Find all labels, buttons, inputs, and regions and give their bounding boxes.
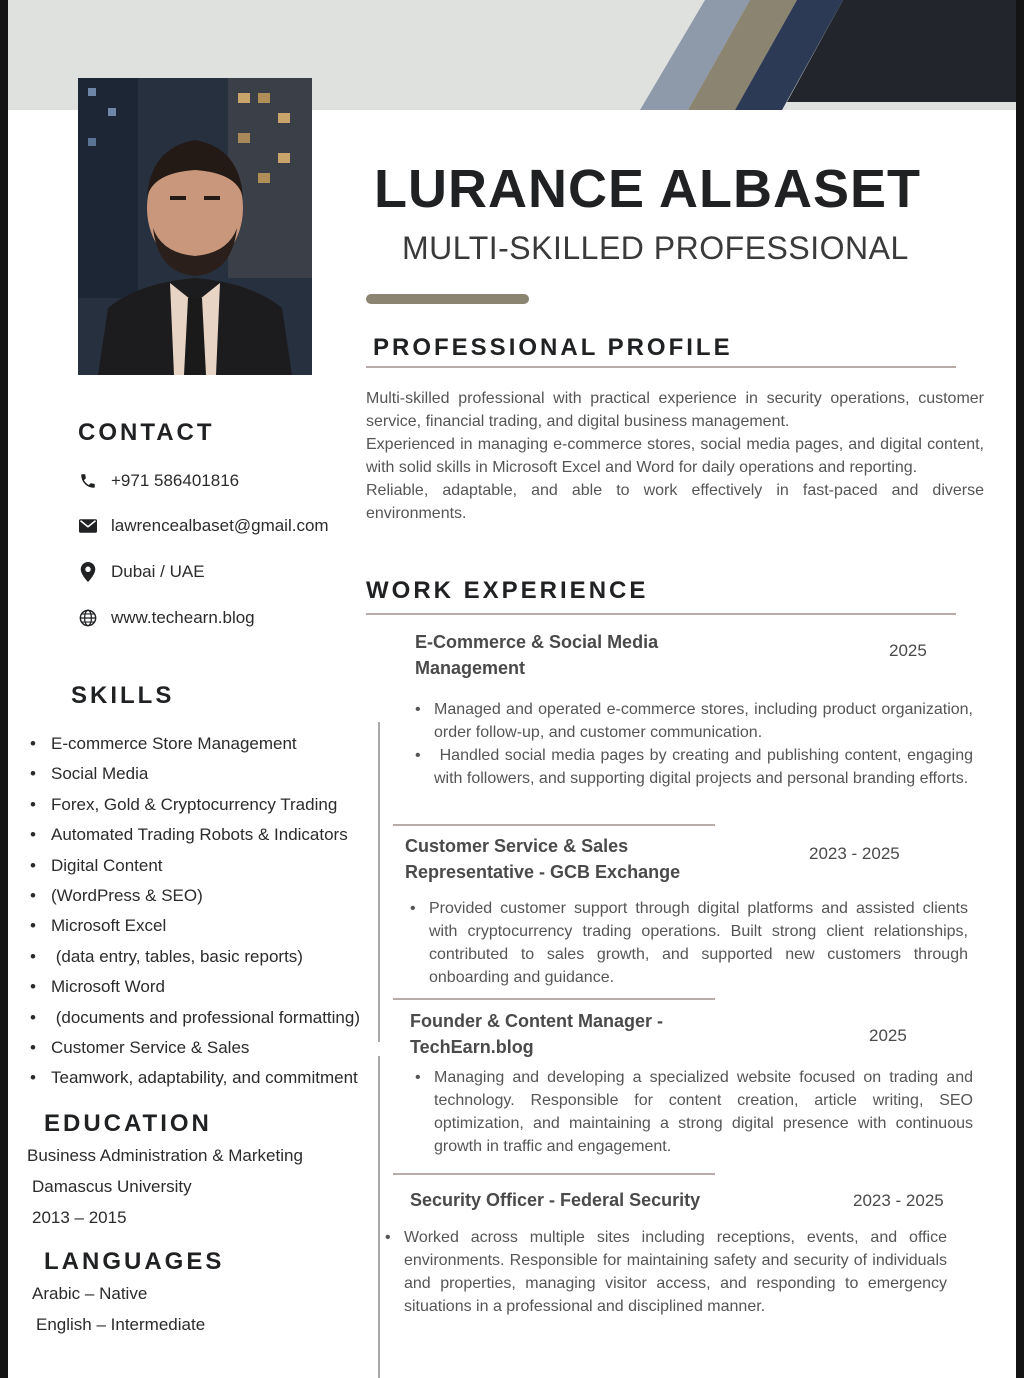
contact-email[interactable]	[78, 514, 329, 538]
profile-paragraph: Experienced in managing e-commerce stores, social media pages, and digital content, with solid skills in Microsoft Excel and Word for daily operations and reporting.	[366, 436, 984, 476]
frame-left	[0, 0, 8, 1378]
profile-paragraph: Multi-skilled professional with practical experience in security operations, customer service, financial trading, and digital business management.	[366, 390, 984, 430]
experience-heading: WORK EXPERIENCE	[366, 577, 649, 604]
contact-heading: CONTACT	[78, 419, 215, 446]
job-bullet: • Worked across multiple sites including receptions, events, and office environments. Responsible for maintaining safety and security of individuals and properties, managing visitor access, and responding to emergency situations in a professional and disciplined manner.	[385, 1226, 947, 1318]
email-icon	[78, 516, 98, 536]
skills-list	[30, 733, 360, 1098]
job-bullet: • Managing and developing a specialized website focused on trading and technology. Responsible for content creation, article writing, SEO optimization, and maintaining a strong digital presence with continuous growth in traffic and engagement.	[415, 1066, 973, 1158]
phone-text: +971 586401816	[111, 471, 240, 490]
skill-item: • Social Media	[30, 763, 360, 793]
contact-phone[interactable]	[78, 469, 239, 493]
job-date: 2023 - 2025	[853, 1191, 944, 1210]
education-school: Damascus University	[32, 1177, 192, 1196]
timeline-line	[378, 1056, 380, 1378]
location-pin-icon	[78, 562, 98, 582]
skill-label: Social Media	[51, 764, 149, 784]
skill-item: • Microsoft Excel	[30, 915, 360, 945]
timeline-line	[378, 722, 380, 1042]
job-bullet: • Provided customer support through digital platforms and assisted clients with cryptocurrency trading operations. Built strong client relationships, contributed to sales growth, and supported new customers through onboarding and guidance.	[410, 897, 968, 989]
skill-item: • Automated Trading Robots & Indicators	[30, 824, 360, 854]
job-divider	[393, 1173, 715, 1175]
language-item: English – Intermediate	[36, 1315, 206, 1334]
skill-label: Automated Trading Robots & Indicators	[51, 825, 348, 845]
job-title: Founder & Content Manager - TechEarn.blog	[410, 1011, 663, 1057]
profile-photo	[78, 78, 312, 375]
contact-location	[78, 560, 205, 584]
job-title: E-Commerce & Social Media Management	[415, 632, 659, 678]
skill-item: • E-commerce Store Management	[30, 733, 360, 763]
candidate-name: LURANCE ALBASET	[374, 159, 921, 219]
skill-label: Microsoft Word	[51, 977, 165, 997]
skills-heading: SKILLS	[71, 682, 175, 709]
skill-label: Forex, Gold & Cryptocurrency Trading	[51, 794, 338, 814]
skill-item: • Customer Service & Sales	[30, 1037, 360, 1067]
skill-item: • Microsoft Word	[30, 976, 360, 1006]
profile-rule	[366, 366, 956, 368]
education-degree: Business Administration & Marketing	[27, 1146, 303, 1165]
skill-item: • (data entry, tables, basic reports)	[30, 946, 360, 976]
job-bullets	[385, 1226, 947, 1318]
skill-item: • (WordPress & SEO)	[30, 885, 360, 915]
skill-label: Digital Content	[51, 855, 163, 875]
skill-item: • Forex, Gold & Cryptocurrency Trading	[30, 794, 360, 824]
experience-rule	[366, 613, 956, 615]
accent-bar	[366, 294, 529, 304]
profile-summary	[366, 387, 984, 525]
job-title: Security Officer - Federal Security	[410, 1190, 701, 1210]
job-bullets	[410, 897, 968, 989]
language-item: Arabic – Native	[32, 1284, 148, 1303]
globe-icon	[78, 608, 98, 628]
job-bullet: • Handled social media pages by creating and publishing content, engaging with followers, and supporting digital projects and personal branding efforts.	[415, 744, 973, 790]
skill-label: (documents and professional formatting)	[51, 1007, 360, 1027]
email-text: lawrencealbaset@gmail.com	[111, 516, 329, 535]
skill-label: E-commerce Store Management	[51, 734, 297, 753]
phone-icon	[78, 471, 98, 491]
skill-item: • Digital Content	[30, 855, 360, 885]
skill-item: • (documents and professional formatting)	[30, 1007, 360, 1037]
skill-label: (WordPress & SEO)	[51, 885, 203, 905]
frame-right	[1016, 0, 1024, 1378]
job-title: Customer Service & Sales Representative - GCB Exchange	[405, 836, 681, 882]
job-date: 2025	[889, 641, 927, 660]
job-divider	[393, 998, 715, 1000]
skill-label: Microsoft Excel	[51, 916, 167, 936]
location-text: Dubai / UAE	[111, 562, 205, 581]
skill-label: Customer Service & Sales	[51, 1037, 250, 1057]
contact-website[interactable]	[78, 606, 255, 630]
skill-label: Teamwork, adaptability, and commitment	[51, 1068, 358, 1088]
skill-label: (data entry, tables, basic reports)	[51, 946, 303, 966]
skill-item: • Teamwork, adaptability, and commitment	[30, 1067, 360, 1097]
job-bullet: • Managed and operated e-commerce stores, including product organization, order follow-up, and customer communication.	[415, 698, 973, 744]
languages-heading: LANGUAGES	[44, 1248, 225, 1275]
education-years: 2013 – 2015	[32, 1208, 127, 1227]
candidate-title: MULTI-SKILLED PROFESSIONAL	[402, 230, 909, 266]
job-date: 2023 - 2025	[809, 844, 900, 863]
website-text: www.techearn.blog	[111, 608, 255, 627]
profile-heading: PROFESSIONAL PROFILE	[373, 334, 733, 361]
profile-paragraph: Reliable, adaptable, and able to work effectively in fast-paced and diverse environments.	[366, 482, 984, 522]
job-divider	[393, 824, 715, 826]
job-bullets	[415, 698, 978, 790]
job-bullets	[415, 1066, 973, 1158]
education-heading: EDUCATION	[44, 1110, 212, 1137]
job-date: 2025	[869, 1026, 907, 1045]
